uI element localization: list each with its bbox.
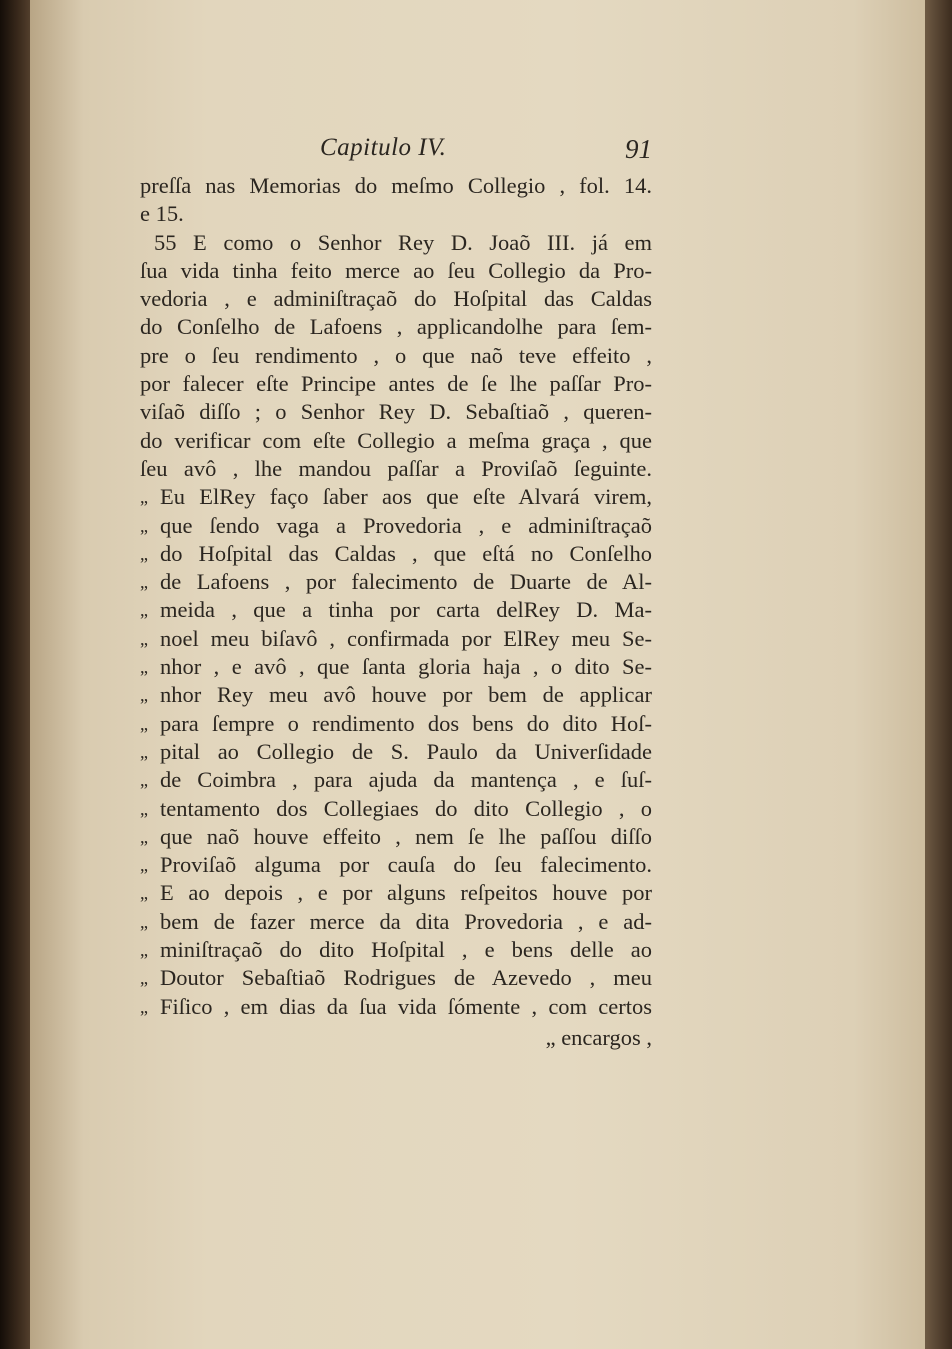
line-text: de Lafoens , por falecimento de Duarte de Al- [160, 569, 652, 595]
line-text: do Hoſpital das Caldas , que eſtá no Conſelho [160, 540, 652, 566]
quote-mark: „ [140, 826, 148, 847]
text-line [140, 455, 652, 483]
catchword: „ encargos , [545, 1024, 652, 1050]
quote-mark: „ [140, 685, 148, 706]
quote-mark: „ [140, 940, 148, 961]
line-text: vedoria , e adminiſtraçaõ do Hoſpital das Caldas [140, 286, 652, 312]
text-line [140, 653, 652, 681]
line-text: Doutor Sebaſtiaõ Rodrigues de Azevedo , meu [160, 965, 652, 991]
quote-mark: „ [140, 543, 148, 564]
text-line [140, 766, 652, 794]
text-line [140, 596, 652, 624]
text-line [140, 625, 652, 653]
text-line [140, 851, 652, 879]
line-text: que naõ houve effeito , nem ſe lhe paſſou diſſo [160, 823, 652, 849]
running-head: Capitulo IV. [320, 134, 447, 161]
text-line [140, 313, 652, 341]
quote-mark: „ [140, 996, 148, 1017]
text-line [140, 398, 652, 426]
text-line [140, 512, 652, 540]
line-text: do verificar com eſte Collegio a meſma graça , que [140, 427, 652, 453]
line-text: tentamento dos Collegiaes do dito Collegio , o [160, 795, 652, 821]
book-binding [0, 0, 34, 1349]
line-text: ſua vida tinha feito merce ao ſeu Collegio da Pro- [140, 257, 652, 283]
quote-mark: „ [140, 600, 148, 621]
text-line [140, 993, 652, 1021]
text-block [140, 128, 652, 1053]
quote-mark: „ [140, 572, 148, 593]
quote-mark: „ [140, 741, 148, 762]
line-text: pre o ſeu rendimento , o que naõ teve effeito , [140, 342, 652, 368]
quote-mark: „ [140, 883, 148, 904]
line-text: 55 E como o Senhor Rey D. Joaõ III. já em [154, 229, 652, 255]
quote-mark: „ [140, 855, 148, 876]
line-text: Proviſaõ alguma por cauſa do ſeu falecimento. [160, 852, 652, 878]
line-text: do Conſelho de Lafoens , applicandolhe para ſem- [140, 314, 652, 340]
text-line [140, 427, 652, 455]
quote-mark: „ [140, 487, 148, 508]
page-number: 91 [625, 134, 652, 164]
text-line [140, 710, 652, 738]
quote-mark: „ [140, 628, 148, 649]
line-text: que ſendo vaga a Provedoria , e adminiſtraçaõ [160, 512, 652, 538]
quote-mark: „ [140, 798, 148, 819]
text-line [140, 936, 652, 964]
text-line [140, 964, 652, 992]
text-line [140, 681, 652, 709]
text-line [140, 823, 652, 851]
text-line [140, 483, 652, 511]
quote-mark: „ [140, 713, 148, 734]
text-line [140, 229, 652, 257]
quote-mark: „ [140, 515, 148, 536]
line-text: E ao depois , e por alguns reſpeitos houve por [160, 880, 652, 906]
line-text: Fiſico , em dias da ſua vida ſómente , com certos [160, 993, 652, 1019]
body-text [140, 172, 652, 1021]
text-line [140, 738, 652, 766]
line-text: Eu ElRey faço ſaber aos que eſte Alvará virem, [160, 484, 652, 510]
text-line [140, 795, 652, 823]
line-text: de Coimbra , para ajuda da mantença , e ſuſ- [160, 767, 652, 793]
quote-mark: „ [140, 657, 148, 678]
quote-mark: „ [140, 911, 148, 932]
line-text: miniſtraçaõ do dito Hoſpital , e bens delle ao [160, 937, 652, 963]
quote-mark: „ [140, 968, 148, 989]
quote-mark: „ [140, 770, 148, 791]
text-line [140, 879, 652, 907]
line-text: ſeu avô , lhe mandou paſſar a Proviſaõ ſeguinte. [140, 455, 652, 481]
page-edge [925, 0, 952, 1349]
text-line [140, 172, 652, 200]
line-text: para ſempre o rendimento dos bens do dito Hoſ- [160, 710, 652, 736]
line-text: preſſa nas Memorias do meſmo Collegio , fol. 14. [140, 173, 652, 198]
line-text: e 15. [140, 201, 184, 227]
text-line [140, 257, 652, 285]
page-header [140, 128, 652, 172]
text-line [140, 370, 652, 398]
line-text: nhor Rey meu avô houve por bem de applicar [160, 682, 652, 708]
line-text: pital ao Collegio de S. Paulo da Univerſidade [160, 738, 652, 764]
text-line [140, 568, 652, 596]
text-line [140, 540, 652, 568]
text-line [140, 200, 652, 228]
text-line [140, 908, 652, 936]
line-text: por falecer eſte Principe antes de ſe lhe paſſar Pro- [140, 371, 652, 397]
line-text: noel meu biſavô , confirmada por ElRey meu Se- [160, 625, 652, 651]
line-text: nhor , e avô , que ſanta gloria haja , o dito Se- [160, 654, 652, 680]
line-text: viſaõ diſſo ; o Senhor Rey D. Sebaſtiaõ , queren- [140, 399, 652, 425]
text-line [140, 285, 652, 313]
text-line [140, 342, 652, 370]
line-text: bem de fazer merce da dita Provedoria , e ad- [160, 908, 652, 934]
line-text: meida , que a tinha por carta delRey D. Ma- [160, 597, 652, 623]
